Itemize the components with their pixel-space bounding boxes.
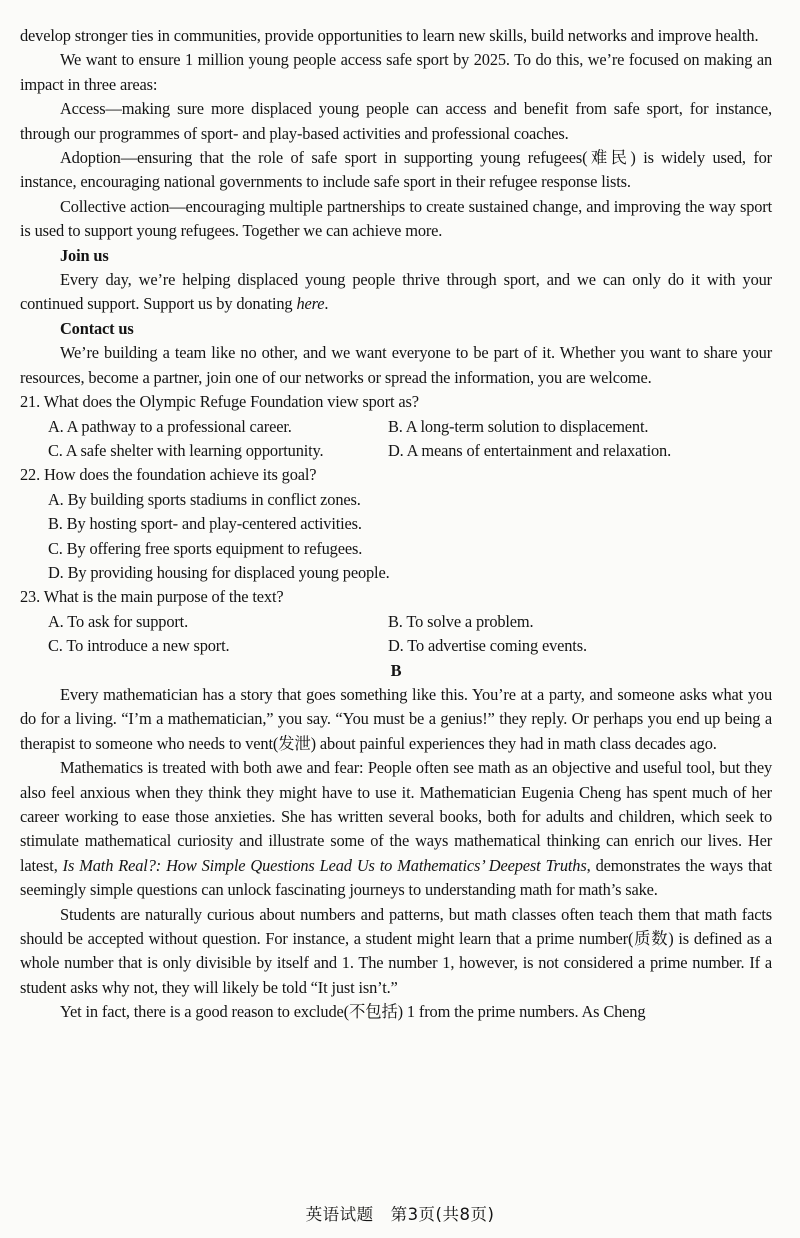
question-22-stem: 22. How does the foundation achieve its goal?: [20, 465, 317, 485]
passage-a-paragraph-1: We want to ensure 1 million young people access safe sport by 2025. To do this, we’re focused on making an impact in three areas:: [20, 50, 772, 94]
question-21-stem: 21. What does the Olympic Refuge Foundation view sport as?: [20, 392, 419, 412]
passage-b-paragraph-2: [20, 756, 772, 902]
section-b-heading: B: [390, 660, 402, 680]
passage-b-paragraph-2-start: Mathematics is treated with both awe and fear: People often see math as an objective and useful tool, but they also feel anxious when they think they might have to use it. Mathematician Eugenia Cheng has spent much of her career working to ease those anxieties. She has written several books, both for adults and children, which seek to stimulate mathematical curiosity and illustrate some of the ways mathematical thinking can enrich our lives. Her latest,: [20, 758, 772, 875]
question-22-option-d: D. By providing housing for displaced young people.: [48, 562, 390, 582]
join-us-text: [20, 268, 772, 317]
contact-us-heading: Contact us: [60, 318, 134, 338]
passage-b-paragraph-1: Every mathematician has a story that goes something like this. You’re at a party, and someone asks what you do for a living. “I’m a mathematician,” you say. “You must be a genius!” they reply. Or perhaps you end up being a therapist to someone who needs to vent(发泄) about painful experiences they had in math class decades ago.: [20, 684, 772, 753]
book-title: Is Math Real?: How Simple Questions Lead Us to Mathematics’ Deepest Truths: [62, 855, 587, 875]
question-23-option-d: D. To advertise coming events.: [388, 636, 587, 656]
join-us-end: .: [324, 294, 329, 314]
question-23-option-b: B. To solve a problem.: [388, 611, 534, 631]
question-22-option-b: B. By hosting sport- and play-centered activities.: [48, 514, 362, 534]
passage-a-adoption: Adoption—ensuring that the role of safe sport in supporting young refugees(难民) is widely used, for instance, encouraging national governments to include safe sport in their refugee response lists.: [20, 148, 772, 192]
question-23-option-a: A. To ask for support.: [48, 611, 189, 631]
question-23-option-c: C. To introduce a new sport.: [48, 636, 230, 656]
passage-b-paragraph-3: Students are naturally curious about numbers and patterns, but math classes often teach them that math facts should be accepted without question. For instance, a student might learn that a prime number(质数) is defined as a whole number that is only divisible by itself and 1. The number 1, however, is not considered a prime number. If a student asks why not, they will likely be told “It just isn’t.”: [20, 904, 772, 997]
question-22-option-c: C. By offering free sports equipment to refugees.: [48, 538, 363, 558]
passage-b-paragraph-2-end: , demonstrates the ways that seemingly simple questions can unlock fascinating journeys to understanding math for math’s sake.: [20, 855, 772, 900]
page-content: [20, 24, 772, 1025]
passage-a-collective-action: Collective action—encouraging multiple partnerships to create sustained change, and improving the way sport is used to support young refugees. Together we can achieve more.: [20, 196, 772, 241]
question-23-stem: 23. What is the main purpose of the text?: [20, 587, 284, 607]
join-us-body: Every day, we’re helping displaced young people thrive through sport, and we can only do it with your continued support. Support us by donating: [20, 270, 772, 314]
passage-a-paragraph-0: develop stronger ties in communities, provide opportunities to learn new skills, build networks and improve health.: [20, 26, 759, 45]
page-footer: 英语试题 第3页(共8页): [305, 1205, 495, 1224]
contact-us-text: We’re building a team like no other, and we want everyone to be part of it. Whether you want to share your resources, become a partner, join one of our networks or spread the information, you are welcome.: [20, 343, 772, 387]
question-22: [20, 463, 772, 585]
question-23: [20, 585, 772, 658]
passage-b-paragraph-4: Yet in fact, there is a good reason to exclude(不包括) 1 from the prime numbers. As Cheng: [60, 1002, 646, 1022]
join-us-heading: Join us: [60, 245, 109, 265]
donate-here-link: here: [296, 294, 325, 314]
question-21-option-c: C. A safe shelter with learning opportunity.: [48, 440, 324, 460]
passage-a-access: Access—making sure more displaced young people can access and benefit from safe sport, for instance, through our programmes of sport- and play-based activities and professional coaches.: [20, 99, 772, 143]
question-22-option-a: A. By building sports stadiums in conflict zones.: [48, 489, 361, 509]
question-21-option-b: B. A long-term solution to displacement.: [388, 416, 649, 436]
question-21: [20, 390, 772, 463]
question-21-option-d: D. A means of entertainment and relaxation.: [388, 440, 672, 460]
question-21-option-a: A. A pathway to a professional career.: [48, 416, 292, 436]
